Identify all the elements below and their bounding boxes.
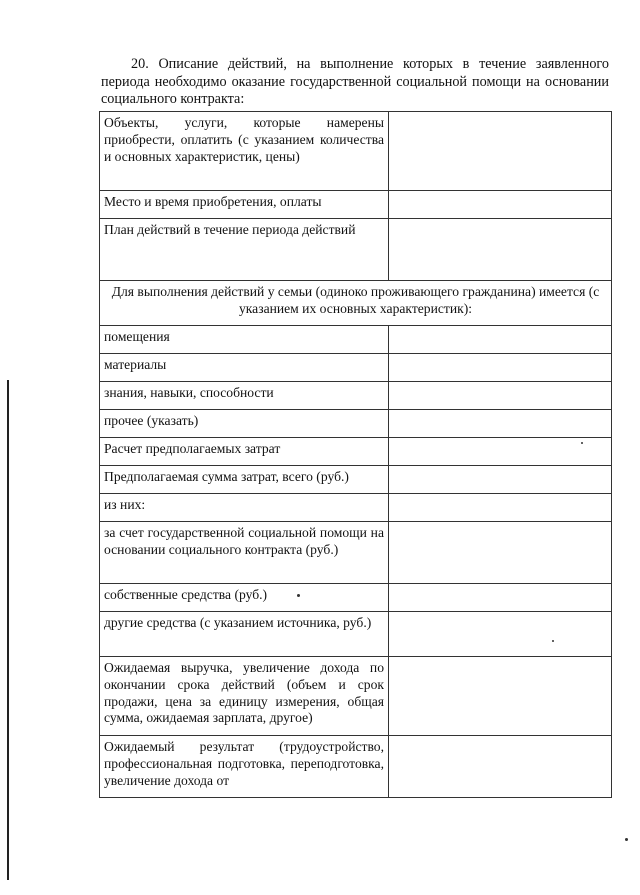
row-label-other-funds: другие средства (с указанием источника, руб.) — [100, 612, 389, 657]
row-value-action-plan[interactable] — [389, 219, 612, 281]
row-label-of-which: из них: — [100, 494, 389, 522]
row-label-materials: материалы — [100, 354, 389, 382]
row-label-place-time: Место и время приобретения, оплаты — [100, 191, 389, 219]
row-label-own-funds: собственные средства (руб.) — [100, 584, 389, 612]
table-row — [100, 466, 612, 494]
row-value-skills[interactable] — [389, 382, 612, 410]
table-row — [100, 612, 612, 657]
scan-edge-line — [7, 380, 9, 880]
row-label-state-aid: за счет государственной социальной помощи на основании социального контракта (руб.) — [100, 522, 389, 584]
row-value-total-cost[interactable] — [389, 466, 612, 494]
row-label-total-cost: Предполагаемая сумма затрат, всего (руб.) — [100, 466, 389, 494]
section-intro: 20. Описание действий, на выполнение которых в течение заявленного периода необходимо оказание государственной социальной помощи на основании социального контракта: — [101, 56, 609, 108]
table-row — [100, 219, 612, 281]
row-value-premises[interactable] — [389, 326, 612, 354]
row-label-skills: знания, навыки, способности — [100, 382, 389, 410]
scan-speck — [552, 640, 554, 642]
row-value-other[interactable] — [389, 410, 612, 438]
row-value-own-funds[interactable] — [389, 584, 612, 612]
table-row — [100, 112, 612, 191]
table-row — [100, 191, 612, 219]
resources-header: Для выполнения действий у семьи (одиноко проживающего гражданина) имеется (с указанием их основных характеристик): — [100, 281, 612, 326]
table-row — [100, 494, 612, 522]
row-value-place-time[interactable] — [389, 191, 612, 219]
table-row — [100, 281, 612, 326]
social-contract-actions-table — [99, 111, 612, 798]
row-value-cost-calc[interactable] — [389, 438, 612, 466]
row-value-expected-revenue[interactable] — [389, 657, 612, 736]
table-row — [100, 522, 612, 584]
table-row — [100, 382, 612, 410]
table-row — [100, 584, 612, 612]
row-label-premises: помещения — [100, 326, 389, 354]
scan-speck — [297, 594, 300, 597]
row-label-action-plan: План действий в течение периода действий — [100, 219, 389, 281]
row-label-cost-calc: Расчет предполагаемых затрат — [100, 438, 389, 466]
row-value-state-aid[interactable] — [389, 522, 612, 584]
row-label-objects: Объекты, услуги, которые намерены приобрести, оплатить (с указанием количества и основных характеристик, цены) — [100, 112, 389, 191]
row-value-objects[interactable] — [389, 112, 612, 191]
row-value-materials[interactable] — [389, 354, 612, 382]
row-value-expected-result[interactable] — [389, 736, 612, 798]
scan-speck — [581, 442, 583, 444]
table-row — [100, 326, 612, 354]
table-row — [100, 736, 612, 798]
scan-speck — [625, 838, 628, 841]
table-row — [100, 657, 612, 736]
table-row — [100, 410, 612, 438]
row-label-expected-revenue: Ожидаемая выручка, увеличение дохода по окончании срока действий (объем и срок продажи, цена за единицу измерения, общая сумма, ожидаемая зарплата, другое) — [100, 657, 389, 736]
row-value-other-funds[interactable] — [389, 612, 612, 657]
row-label-expected-result: Ожидаемый результат (трудоустройство, профессиональная подготовка, переподготовка, увеличение дохода от — [100, 736, 389, 798]
table-row — [100, 354, 612, 382]
row-value-of-which[interactable] — [389, 494, 612, 522]
table-row — [100, 438, 612, 466]
row-label-other: прочее (указать) — [100, 410, 389, 438]
